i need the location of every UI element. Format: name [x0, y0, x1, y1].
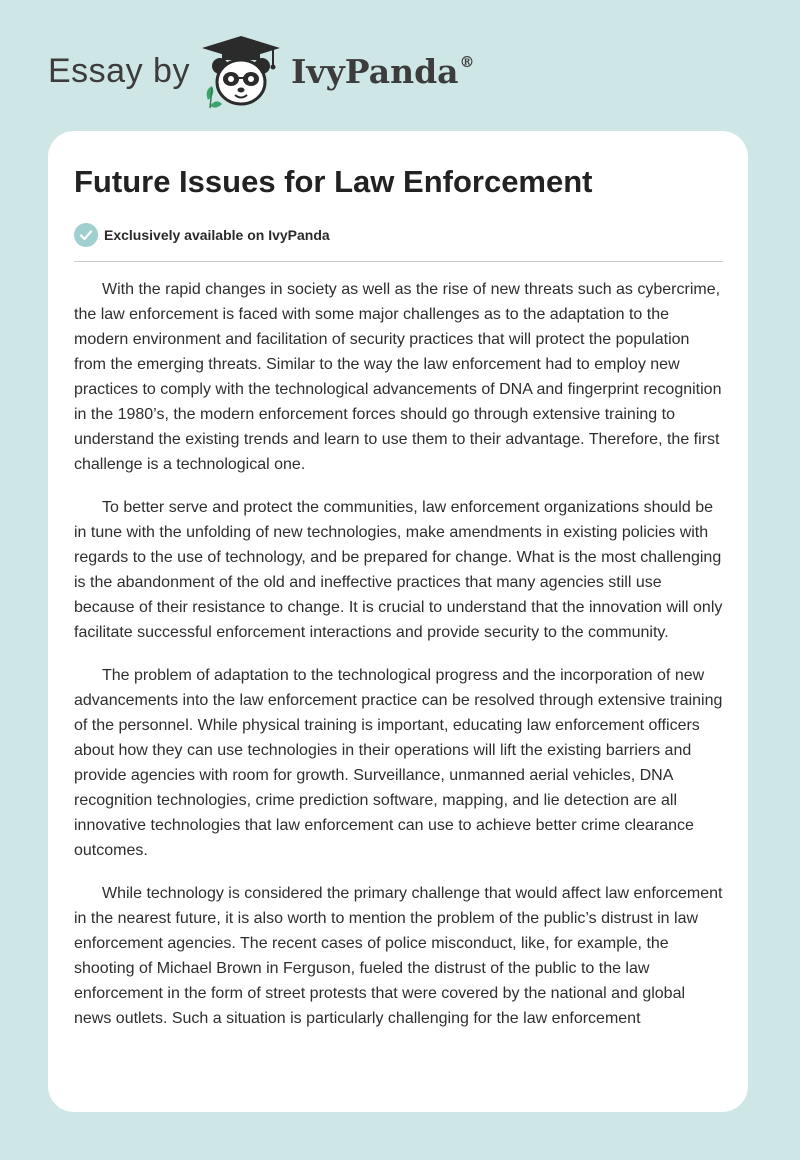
exclusive-badge-text: Exclusively available on IvyPanda: [104, 227, 330, 243]
essay-card: [48, 131, 748, 1112]
brand-text: IvyPanda: [291, 52, 459, 91]
paragraph: With the rapid changes in society as well as the rise of new threats such as cybercrime, the law enforcement is faced with some major challenges as to the adaptation to the modern environment and facilitation of security practices that will protect the population from the emerging threats. Similar to the way the law enforcement had to employ new practices to comply with the technological advancements of DNA and fingerprint recognition in the 1980’s, the modern enforcement forces should go through extensive training to understand the existing trends and learn to use them to their advantage. Therefore, the first challenge is a technological one.: [74, 281, 722, 473]
check-icon: [74, 223, 98, 247]
registered-mark: ®: [459, 53, 475, 71]
exclusive-badge: [74, 222, 330, 248]
site-header: [48, 30, 548, 110]
paragraph: The problem of adaptation to the technological progress and the incorporation of new advancements into the law enforcement practice can be resolved through extensive training of the personnel. While physical training is important, educating law enforcement officers about how they can use technologies in their operations will lift the existing barriers and provide agencies with room for growth. Surveillance, unmanned aerial vehicles, DNA recognition technologies, crime prediction software, mapping, and lie detection are all innovative technologies that law enforcement can use to achieve better crime clearance outcomes.: [74, 667, 723, 859]
title-divider: [74, 261, 723, 262]
essay-by-label: Essay by: [48, 52, 190, 90]
paragraph: While technology is considered the primary challenge that would affect law enforcement in the nearest future, it is also worth to mention the problem of the public’s distrust in law enforcement agencies. The recent cases of police misconduct, like, for example, the shooting of Michael Brown in Ferguson, fueled the distrust of the public to the law enforcement in the form of street protests that were covered by the national and global news outlets. Such a situation is particularly challenging for the law enforcement: [74, 885, 723, 1027]
essay-body: [74, 277, 724, 1049]
panda-graduate-icon[interactable]: [200, 34, 282, 110]
paragraph: To better serve and protect the communities, law enforcement organizations should be in tune with the unfolding of new technologies, make amendments in existing policies with regards to the use of technology, and be prepared for change. What is the most challenging is the abandonment of the old and ineffective practices that many agencies still use because of their resistance to change. It is crucial to understand that the innovation will only facilitate successful enforcement interactions and provide security to the community.: [74, 499, 723, 641]
essay-title: Future Issues for Law Enforcement: [74, 164, 593, 199]
brand-name[interactable]: [291, 52, 475, 91]
